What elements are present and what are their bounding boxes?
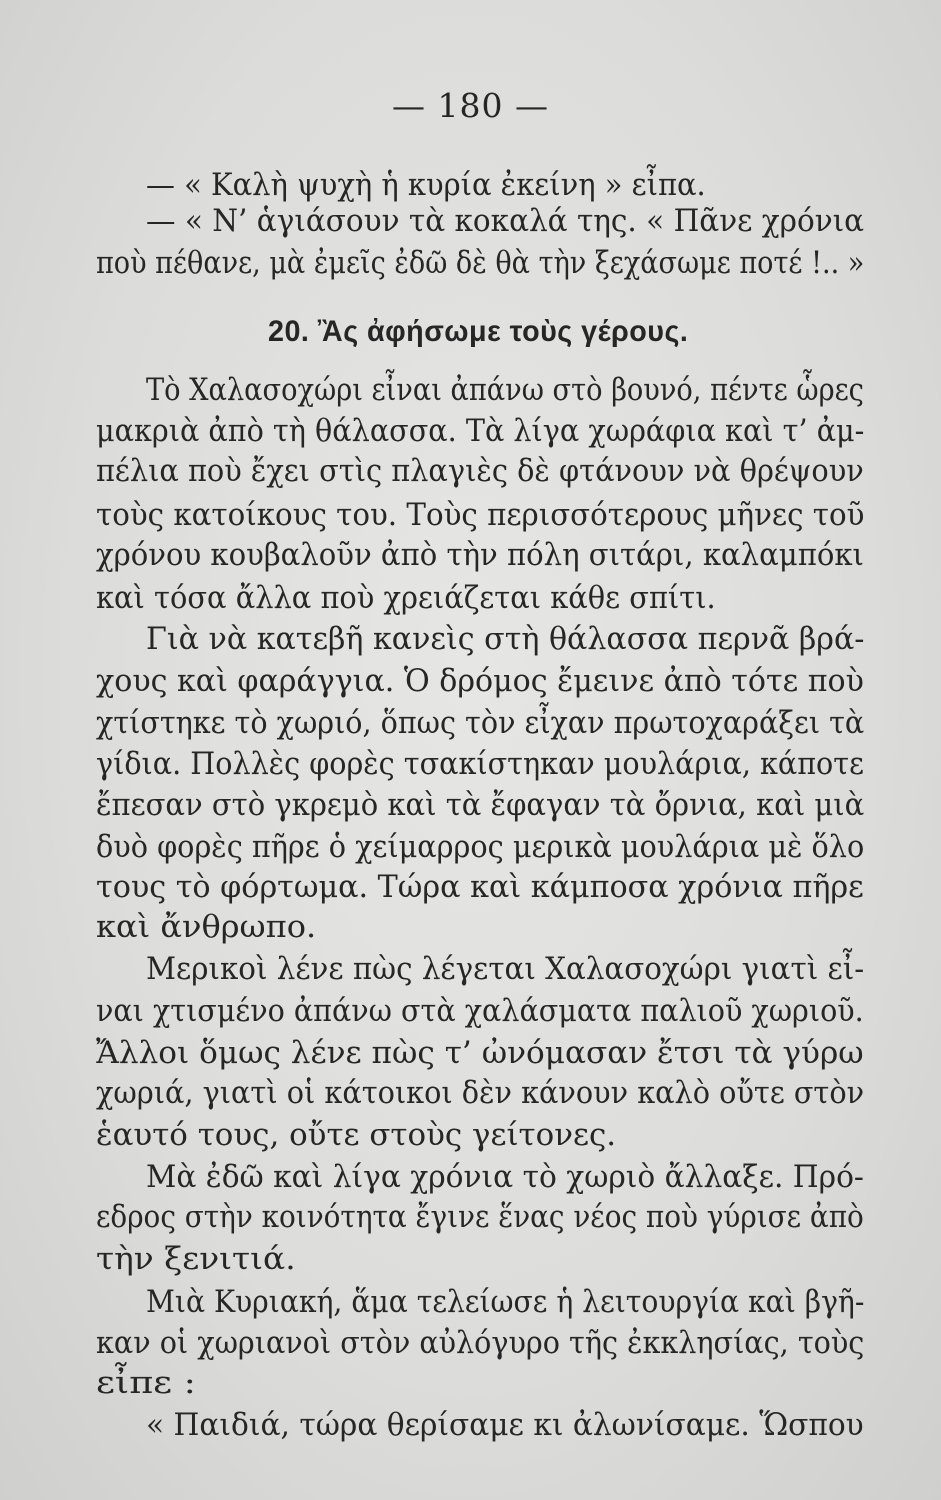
text-line: χους καὶ φαράγγια. Ὁ δρόμος ἔμεινε ἀπὸ τότε ποὺ [96,663,864,699]
text-line: τοὺς κατοίκους του. Τοὺς περισσότερους μῆνες τοῦ [96,497,865,533]
text-line: — « Καλὴ ψυχὴ ἡ κυρία ἐκείνη » εἶπα. [146,167,706,203]
text-line: ἑαυτό τους, οὔτε στοὺς γείτονες. [96,1117,617,1153]
text-line: Γιὰ νὰ κατεβῆ κανεὶς στὴ θάλασσα περνᾶ βρά- [146,621,865,657]
text-line: Μὰ ἐδῶ καὶ λίγα χρόνια τὸ χωριὸ ἄλλαξε. Πρό- [146,1159,864,1195]
text-line: δυὸ φορὲς πῆρε ὁ χείμαρρος μερικὰ μουλάρια μὲ ὅλο [96,829,865,865]
text-line: Μιὰ Κυριακή, ἅμα τελείωσε ἡ λειτουργία καὶ βγῆ- [146,1284,865,1320]
text-line: « Παιδιά, τώρα θερίσαμε κι ἀλωνίσαμε. Ὥσπου [146,1407,864,1443]
text-line: χτίστηκε τὸ χωριό, ὅπως τὸν εἶχαν πρωτοχαράξει τὰ [96,705,865,741]
text-line: ναι χτισμένο ἀπάνω στὰ χαλάσματα παλιοῦ χωριοῦ. [96,993,864,1029]
text-line: Τὸ Χαλασοχώρι εἶναι ἀπάνω στὸ βουνό, πέντε ὧρες [146,372,864,408]
text-line: γίδια. Πολλὲς φορὲς τσακίστηκαν μουλάρια, κάποτε [96,746,864,782]
text-line: μακριὰ ἀπὸ τὴ θάλασσα. Τὰ λίγα χωράφια καὶ τ’ ἀμ- [96,413,865,449]
text-line: καν οἱ χωριανοὶ στὸν αὐλόγυρο τῆς ἐκκλησίας, τοὺς [96,1325,865,1361]
text-line: καὶ ἄνθρωπο. [96,909,317,945]
text-line: ποὺ πέθανε, μὰ ἐμεῖς ἐδῶ δὲ θὰ τὴν ξεχάσωμε ποτέ !.. » [96,245,865,281]
text-line: πέλια ποὺ ἔχει στὶς πλαγιὲς δὲ φτάνουν νὰ θρέψουν [96,453,864,489]
text-line: Μερικοὶ λένε πὼς λέγεται Χαλασοχώρι γιατὶ εἶ- [146,951,865,987]
text-line: χρόνου κουβαλοῦν ἀπὸ τὴν πόλη σιτάρι, καλαμπόκι [96,537,864,573]
text-line: ἔπεσαν στὸ γκρεμὸ καὶ τὰ ἔφαγαν τὰ ὄρνια, καὶ μιὰ [96,787,865,823]
section-heading: 20. Ἂς ἀφήσωμε τοὺς γέρους. [268,315,689,348]
text-line: εδρος στὴν κοινότητα ἔγινε ἕνας νέος ποὺ γύρισε ἀπὸ [96,1199,864,1235]
text-line: — « Ν’ ἁγιάσουν τὰ κοκαλά της. « Πᾶνε χρόνια [146,203,865,239]
text-line: Ἄλλοι ὅμως λένε πὼς τ’ ὠνόμασαν ἔτσι τὰ γύρω [96,1035,864,1071]
text-line: χωριά, γιατὶ οἱ κάτοικοι δὲν κάνουν καλὸ οὔτε στὸν [96,1075,865,1111]
page-number: — 180 — [392,86,549,125]
text-line: τὴν ξενιτιά. [96,1241,296,1277]
text-line: τους τὸ φόρτωμα. Τώρα καὶ κάμποσα χρόνια πῆρε [96,869,864,905]
text-line: εἶπε : [96,1365,196,1401]
text-line: καὶ τόσα ἄλλα ποὺ χρειάζεται κάθε σπίτι. [96,580,716,616]
